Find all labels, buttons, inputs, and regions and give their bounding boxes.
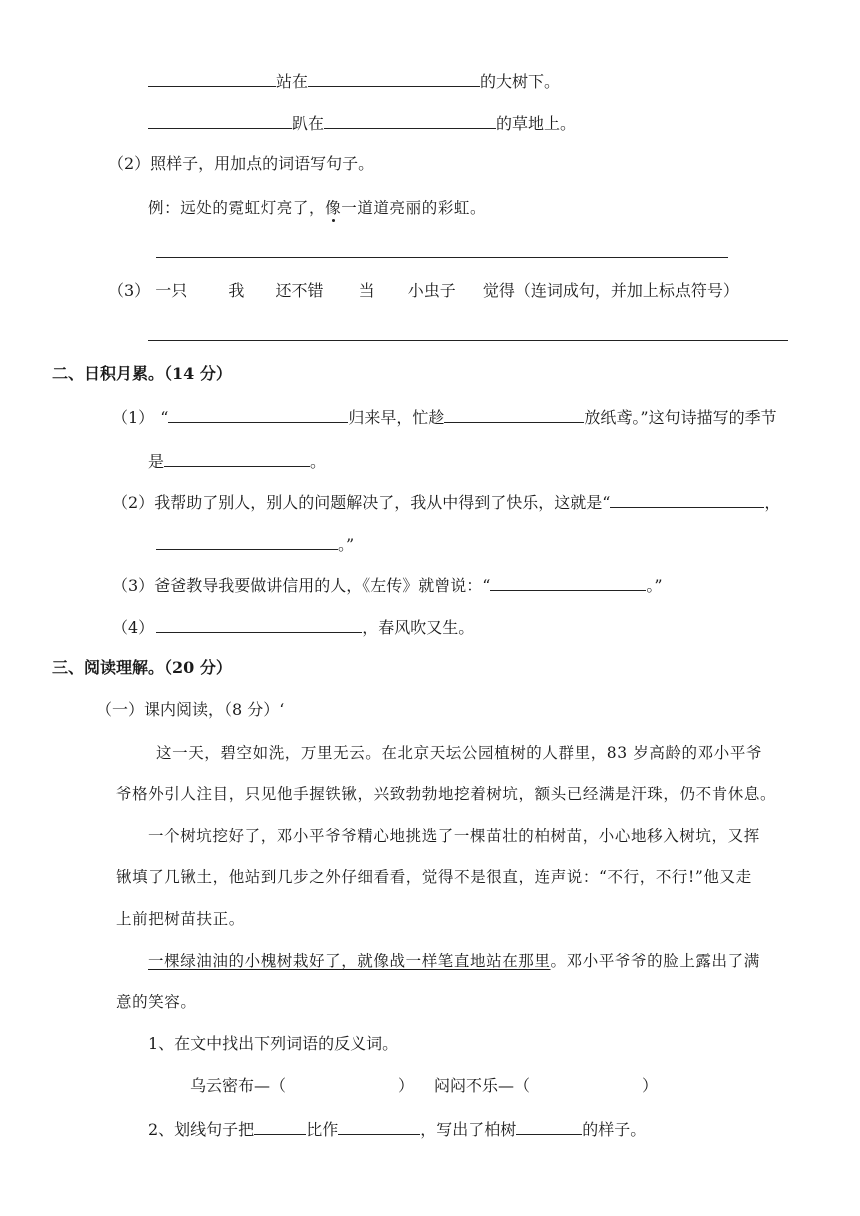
answer-blank[interactable] bbox=[156, 616, 362, 633]
passage-line: 这一天，碧空如洗，万里无云。在北京天坛公园植树的人群里，83 岁高龄的邓小平爷 bbox=[156, 744, 763, 762]
passage-line: 意的笑容。 bbox=[116, 993, 197, 1011]
answer-blank[interactable] bbox=[516, 1118, 582, 1135]
poem-question-4: （4） ，春风吹又生。 bbox=[112, 618, 475, 637]
proverb-question-2-cont: 。” bbox=[156, 533, 354, 555]
passage-line: 爷格外引人注目，只见他手握铁锹，兴致勃勃地挖着树坑，额头已经满是汗珠，仍不肯休息。 bbox=[116, 785, 777, 803]
answer-blank[interactable] bbox=[148, 112, 292, 129]
dotted-word: 像 bbox=[325, 199, 342, 217]
answer-blank[interactable] bbox=[164, 450, 310, 467]
passage-line: 一棵绿油油的小槐树栽好了，就像战一样笔直地站在那里。邓小平爷爷的脸上露出了满 bbox=[148, 952, 760, 970]
reading-question-1: 1、在文中找出下列词语的反义词。 bbox=[148, 1034, 399, 1053]
antonym-line: 乌云密布—（ ） 闷闷不乐—（ ） bbox=[190, 1076, 659, 1095]
question-imitate-heading: （2）照样子，用加点的词语写句子。 bbox=[108, 154, 375, 173]
example-sentence: 例：远处的霓虹灯亮了，像一道道亮丽的彩虹。 bbox=[148, 199, 487, 217]
answer-blank[interactable] bbox=[168, 406, 348, 423]
section-heading: 三、阅读理解。（20 分） bbox=[52, 658, 232, 677]
answer-blank[interactable] bbox=[610, 491, 764, 508]
underlined-sentence: 一棵绿油油的小槐树栽好了，就像战一样笔直地站在那里 bbox=[148, 952, 551, 970]
word-card: 觉得 bbox=[482, 281, 515, 300]
answer-blank[interactable] bbox=[254, 1118, 306, 1135]
word-card: 一只 bbox=[155, 281, 188, 300]
word-card: 小虫子 bbox=[407, 281, 456, 300]
answer-blank[interactable] bbox=[324, 112, 496, 129]
answer-blank[interactable] bbox=[148, 70, 276, 87]
answer-blank[interactable] bbox=[308, 70, 480, 87]
answer-blank[interactable] bbox=[156, 533, 338, 550]
poem-question-1-cont: 是 。 bbox=[148, 452, 327, 471]
answer-line[interactable] bbox=[156, 257, 728, 258]
word-card: 还不错 bbox=[275, 281, 324, 300]
passage-line: 一个树坑挖好了，邓小平爷爷精心地挑选了一棵苗壮的柏树苗，小心地移入树坑，又挥 bbox=[148, 827, 760, 845]
word-card: 我 bbox=[228, 281, 245, 300]
reading-subheading: （一）课内阅读，（8 分）‘ bbox=[96, 700, 285, 719]
answer-line[interactable] bbox=[148, 340, 788, 341]
section-heading: 二、日积月累。（14 分） bbox=[52, 364, 232, 383]
poem-question-1: （1） “ 归来早，忙趁 放纸鸢。”这句诗描写的季节 bbox=[112, 408, 777, 427]
answer-blank[interactable] bbox=[338, 1118, 420, 1135]
passage-line: 上前把树苗扶正。 bbox=[116, 910, 245, 928]
fill-line-1: 站在 的大树下。 bbox=[148, 70, 560, 92]
word-card: 当 bbox=[358, 281, 375, 300]
answer-blank[interactable] bbox=[444, 406, 584, 423]
proverb-question-2: （2）我帮助了别人，别人的问题解决了，我从中得到了快乐，这就是“ ， bbox=[112, 493, 781, 512]
reading-question-2: 2、划线句子把 比作 ，写出了柏树 的样子。 bbox=[148, 1120, 647, 1139]
answer-blank[interactable] bbox=[490, 574, 646, 591]
question-word-order: （3） 一只 我 还不错 当 小虫子 觉得（连词成句，并加上标点符号） bbox=[108, 281, 739, 300]
quote-question-3: （3）爸爸教导我要做讲信用的人，《左传》就曾说：“ 。” bbox=[112, 576, 663, 595]
fill-line-2: 趴在 的草地上。 bbox=[148, 112, 576, 134]
passage-line: 锹填了几锹土，他站到几步之外仔细看看，觉得不是很直，连声说：“不行，不行!”他又走 bbox=[116, 868, 752, 886]
